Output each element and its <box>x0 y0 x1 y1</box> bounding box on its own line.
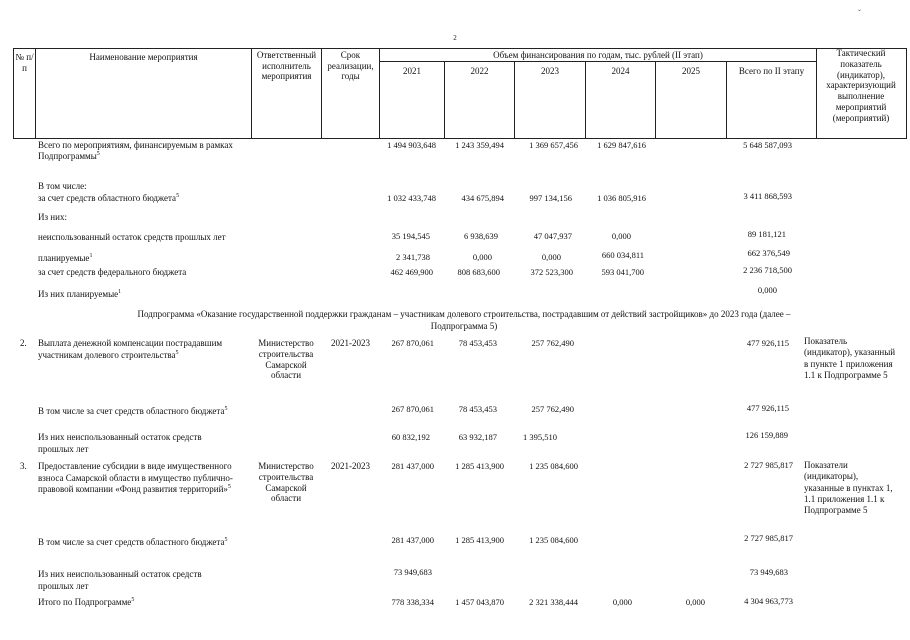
scan-mark: ˇ <box>858 8 861 18</box>
cell-total: 0,000 <box>757 285 777 295</box>
cell-2022: 63 932,187 <box>458 432 497 442</box>
cell-2022: 78 453,453 <box>458 404 497 414</box>
header-year-2021: 2021 <box>403 66 421 76</box>
item-indicator: Показатель (индикатор), указанный в пункте 1 приложения 1.1 к Подпрограмме 5 <box>804 336 896 380</box>
cell-2022: 0,000 <box>472 252 492 262</box>
cell-total: 2 236 718,500 <box>743 265 792 275</box>
cell-2024: 593 041,700 <box>601 267 644 277</box>
item-responsible: Министерство строительства Самарской области <box>258 461 314 504</box>
row-label: В том числе за счет средств областного бюджета <box>38 537 225 547</box>
row-label: В том числе: <box>38 181 87 191</box>
row-label: за счет средств федерального бюджета <box>38 267 187 277</box>
cell-2025: 0,000 <box>685 597 705 607</box>
cell-2021: 60 832,192 <box>391 432 430 442</box>
cell-2022: 1 285 413,900 <box>455 461 504 471</box>
header-indicator: Тактический показатель (индикатор), характеризующий выполнение мероприятий (мероприятий) <box>826 48 896 123</box>
cell-2021: 1 494 903,648 <box>387 140 436 150</box>
header-responsible: Ответственный исполнитель мероприятия <box>256 50 317 82</box>
item-term: 2021-2023 <box>331 338 370 348</box>
cell-2022: 1 285 413,900 <box>455 535 504 545</box>
cell-2021: 281 437,000 <box>391 461 434 471</box>
cell-2021: 73 949,683 <box>393 567 432 577</box>
cell-2023: 47 047,937 <box>533 231 572 241</box>
cell-2023: 997 134,156 <box>529 193 572 203</box>
row-label: Из них: <box>38 212 67 222</box>
cell-2021: 778 338,334 <box>391 597 434 607</box>
item-name: Предоставление субсидии в виде имущественного взноса Самарской области в имущество публично-правовой компании «Фонд развития территорий» <box>38 461 233 495</box>
cell-total: 3 411 868,593 <box>743 191 792 201</box>
cell-2021: 462 469,900 <box>390 267 433 277</box>
header-year-2022: 2022 <box>470 66 489 76</box>
cell-2023: 1 395,510 <box>523 432 557 442</box>
cell-2021: 2 341,738 <box>396 252 430 262</box>
cell-total: 73 949,683 <box>749 567 788 577</box>
cell-2022: 434 675,894 <box>461 193 504 203</box>
cell-2021: 1 032 433,748 <box>387 193 436 203</box>
cell-2021: 267 870,061 <box>391 404 434 414</box>
header-total: Всего по II этапу <box>738 66 805 76</box>
cell-2024: 660 034,811 <box>601 250 644 260</box>
cell-total: 477 926,115 <box>746 338 789 348</box>
cell-2022: 808 683,600 <box>457 267 500 277</box>
cell-2022: 1 457 043,870 <box>455 597 504 607</box>
row-label: Из них неиспользованный остаток средств прошлых лет <box>38 569 202 591</box>
cell-2023: 372 523,300 <box>530 267 573 277</box>
item-number: 3. <box>20 461 27 471</box>
item-indicator: Показатели (индикаторы), указанные в пунктах 1, 1.1 приложения 1.1 к Подпрограмме 5 <box>804 460 893 515</box>
row-label: В том числе за счет средств областного бюджета <box>38 406 225 416</box>
header-financing: Объем финансирования по годам, тыс. рублей (II этап) <box>493 50 703 60</box>
item-number: 2. <box>20 338 27 348</box>
row-label: неиспользованный остаток средств прошлых лет <box>38 232 226 242</box>
cell-2024: 1 629 847,616 <box>597 140 646 150</box>
cell-total: 662 376,549 <box>747 248 790 258</box>
cell-2023: 1 235 084,600 <box>529 461 578 471</box>
cell-total: 2 727 985,817 <box>744 460 793 470</box>
cell-2023: 2 321 338,444 <box>529 597 578 607</box>
cell-2023: 257 762,490 <box>531 338 574 348</box>
item-term: 2021-2023 <box>331 461 370 471</box>
cell-2021: 267 870,061 <box>391 338 434 348</box>
cell-total: 4 304 963,773 <box>744 596 793 606</box>
cell-2022: 78 453,453 <box>458 338 497 348</box>
cell-2024: 1 036 805,916 <box>597 193 646 203</box>
cell-total: 2 727 985,817 <box>744 533 793 543</box>
cell-total: 5 648 587,093 <box>743 140 792 150</box>
header-term: Срок реализации, годы <box>327 50 374 82</box>
cell-total: 477 926,115 <box>746 403 789 413</box>
row-label: за счет средств областного бюджета <box>38 193 177 203</box>
cell-2023: 1 235 084,600 <box>529 535 578 545</box>
cell-2024: 0,000 <box>612 597 632 607</box>
cell-2024: 0,000 <box>611 231 631 241</box>
row-label: планируемые <box>38 253 90 263</box>
header-year-2023: 2023 <box>541 66 559 76</box>
cell-2023: 257 762,490 <box>531 404 574 414</box>
item-responsible: Министерство строительства Самарской области <box>258 338 314 381</box>
cell-2022: 6 938,639 <box>464 231 498 241</box>
subprogram-title: Подпрограмма «Оказание государственной поддержки гражданам – участникам долевого строительства, пострадавшим от действий застройщиков» до 2023 года (далее – Подпрограмма 5) <box>137 309 791 331</box>
header-num: № п/п <box>15 52 34 73</box>
cell-2023: 1 369 657,456 <box>529 140 578 150</box>
cell-2021: 281 437,000 <box>391 535 434 545</box>
cell-2021: 35 194,545 <box>391 231 430 241</box>
row-label: Из них неиспользованный остаток средств прошлых лет <box>38 432 202 454</box>
header-year-2025: 2025 <box>682 66 700 76</box>
cell-2023: 0,000 <box>541 252 561 262</box>
header-year-2024: 2024 <box>611 66 630 76</box>
cell-total: 89 181,121 <box>747 229 786 239</box>
page-number: 2 <box>453 34 457 42</box>
cell-2022: 1 243 359,494 <box>455 140 504 150</box>
header-name: Наименование мероприятия <box>89 52 198 62</box>
row-label: Из них планируемые <box>38 289 119 299</box>
row-label: Всего по мероприятиям, финансируемым в рамках Подпрограммы <box>38 140 233 161</box>
cell-total: 126 159,889 <box>745 430 788 440</box>
row-label: Итого по Подпрограмме <box>38 597 132 607</box>
item-name: Выплата денежной компенсации пострадавшим участникам долевого строительства <box>38 338 223 360</box>
